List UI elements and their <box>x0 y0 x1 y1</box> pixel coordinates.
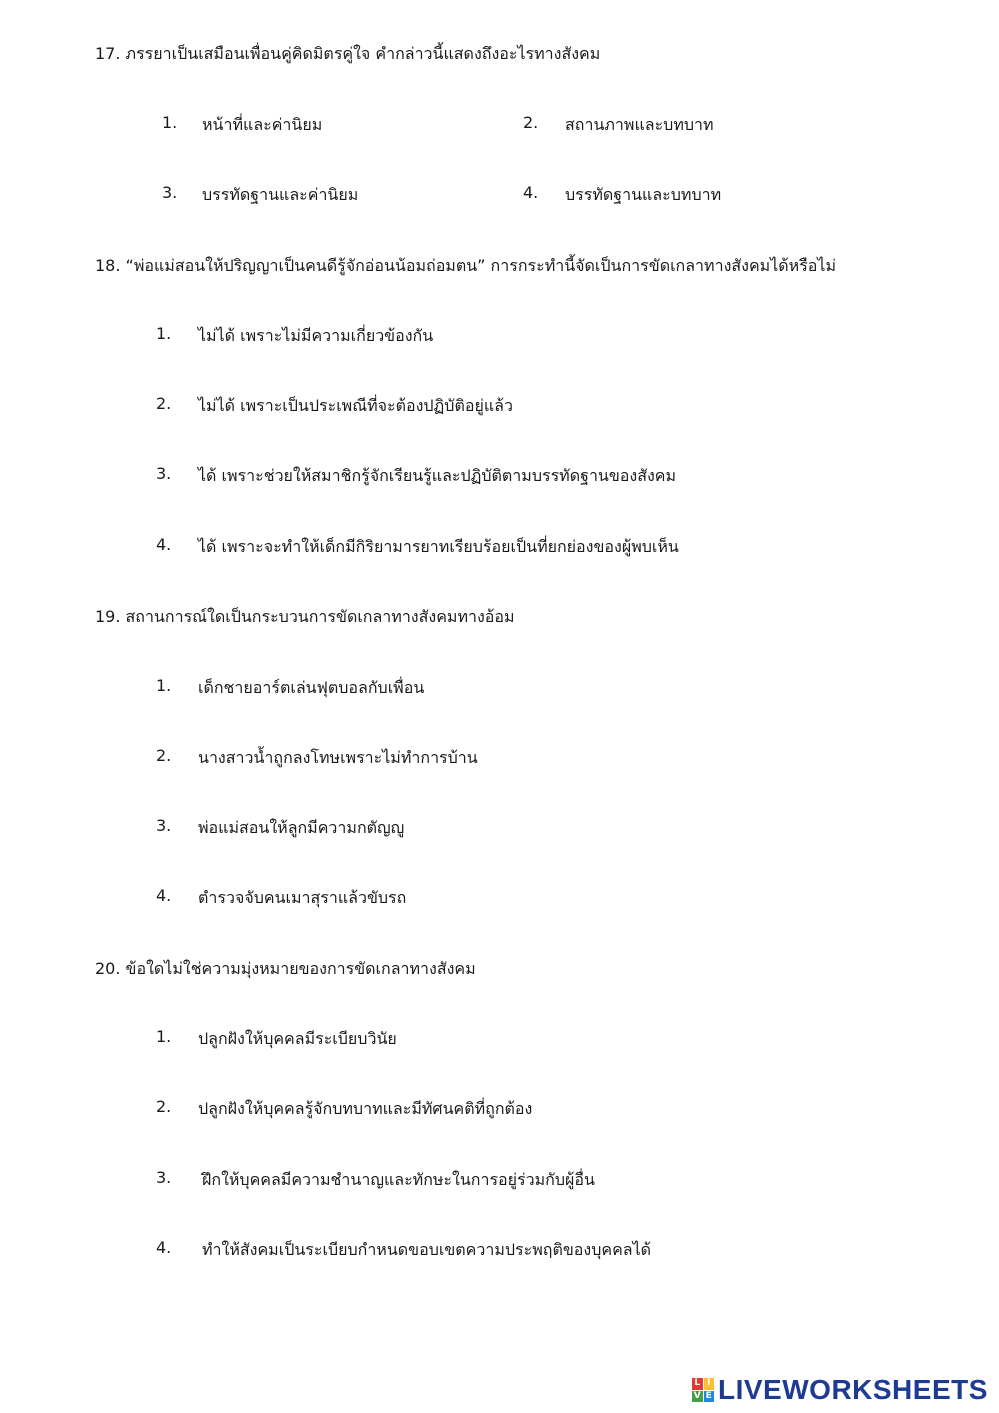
option-number: 3. <box>156 1168 172 1187</box>
option-number: 1. <box>156 1027 172 1046</box>
question-19-text: 19. สถานการณ์ใดเป็นกระบวนการขัดเกลาทางสังคมทางอ้อม <box>95 607 515 626</box>
option-number: 4. <box>523 183 539 202</box>
option-label: ปลูกฝังให้บุคคลมีระเบียบวินัย <box>198 1029 397 1048</box>
option-number: 4. <box>156 535 172 554</box>
option-number: 4. <box>156 1238 172 1257</box>
option-label: ปลูกฝังให้บุคคลรู้จักบทบาทและมีทัศนคติที่ถูกต้อง <box>198 1099 533 1118</box>
option-label: เด็กชายอาร์ตเล่นฟุตบอลกับเพื่อน <box>198 678 425 697</box>
logo-text: LIVEWORKSHEETS <box>718 1374 988 1405</box>
option-label: บรรทัดฐานและบทบาท <box>565 185 722 204</box>
question-20-text: 20. ข้อใดไม่ใช่ความมุ่งหมายของการขัดเกลาทางสังคม <box>95 959 476 978</box>
option-number: 2. <box>156 1097 172 1116</box>
option-label: ไม่ได้ เพราะไม่มีความเกี่ยวข้องกัน <box>198 326 434 345</box>
option-label: ฝึกให้บุคคลมีความชำนาญและทักษะในการอยู่ร่วมกับผู้อื่น <box>202 1170 595 1189</box>
option-number: 1. <box>156 676 172 695</box>
live-logo-mark-icon <box>692 1378 714 1402</box>
option-label: หน้าที่และค่านิยม <box>202 115 323 134</box>
question-17-text: 17. ภรรยาเป็นเสมือนเพื่อนคู่คิดมิตรคู่ใจ คำกล่าวนี้แสดงถึงอะไรทางสังคม <box>95 44 601 63</box>
option-number: 2. <box>156 394 172 413</box>
option-label: ได้ เพราะช่วยให้สมาชิกรู้จักเรียนรู้และปฏิบัติตามบรรทัดฐานของสังคม <box>198 466 677 485</box>
logo-letter: E <box>704 1391 715 1403</box>
option-number: 3. <box>162 183 178 202</box>
option-number: 3. <box>156 816 172 835</box>
question-18-text: 18. “พ่อแม่สอนให้ปริญญาเป็นคนดีรู้จักอ่อนน้อมถ่อมตน” การกระทำนี้จัดเป็นการขัดเกลาทางสังคมได้หรือไม่ <box>95 256 836 275</box>
option-number: 3. <box>156 464 172 483</box>
liveworksheets-logo[interactable] <box>692 1375 988 1405</box>
option-label: ทำให้สังคมเป็นระเบียบกำหนดขอบเขตความประพฤติของบุคคลได้ <box>202 1240 652 1259</box>
option-number: 1. <box>156 324 172 343</box>
logo-letter: I <box>704 1378 715 1390</box>
logo-letter: V <box>693 1390 701 1401</box>
option-label: บรรทัดฐานและค่านิยม <box>202 185 359 204</box>
option-label: ตำรวจจับคนเมาสุราแล้วขับรถ <box>198 888 407 907</box>
option-label: ไม่ได้ เพราะเป็นประเพณีที่จะต้องปฏิบัติอยู่แล้ว <box>198 396 513 415</box>
option-label: สถานภาพและบทบาท <box>565 115 714 134</box>
logo-letter: L <box>692 1378 703 1390</box>
option-label: พ่อแม่สอนให้ลูกมีความกตัญญู <box>198 818 405 837</box>
option-label: นางสาวน้ำถูกลงโทษเพราะไม่ทำการบ้าน <box>198 748 478 767</box>
option-number: 2. <box>523 113 539 132</box>
option-number: 1. <box>162 113 178 132</box>
option-number: 2. <box>156 746 172 765</box>
option-label: ได้ เพราะจะทำให้เด็กมีกิริยามารยาทเรียบร้อยเป็นที่ยกย่องของผู้พบเห็น <box>198 537 679 556</box>
option-number: 4. <box>156 886 172 905</box>
